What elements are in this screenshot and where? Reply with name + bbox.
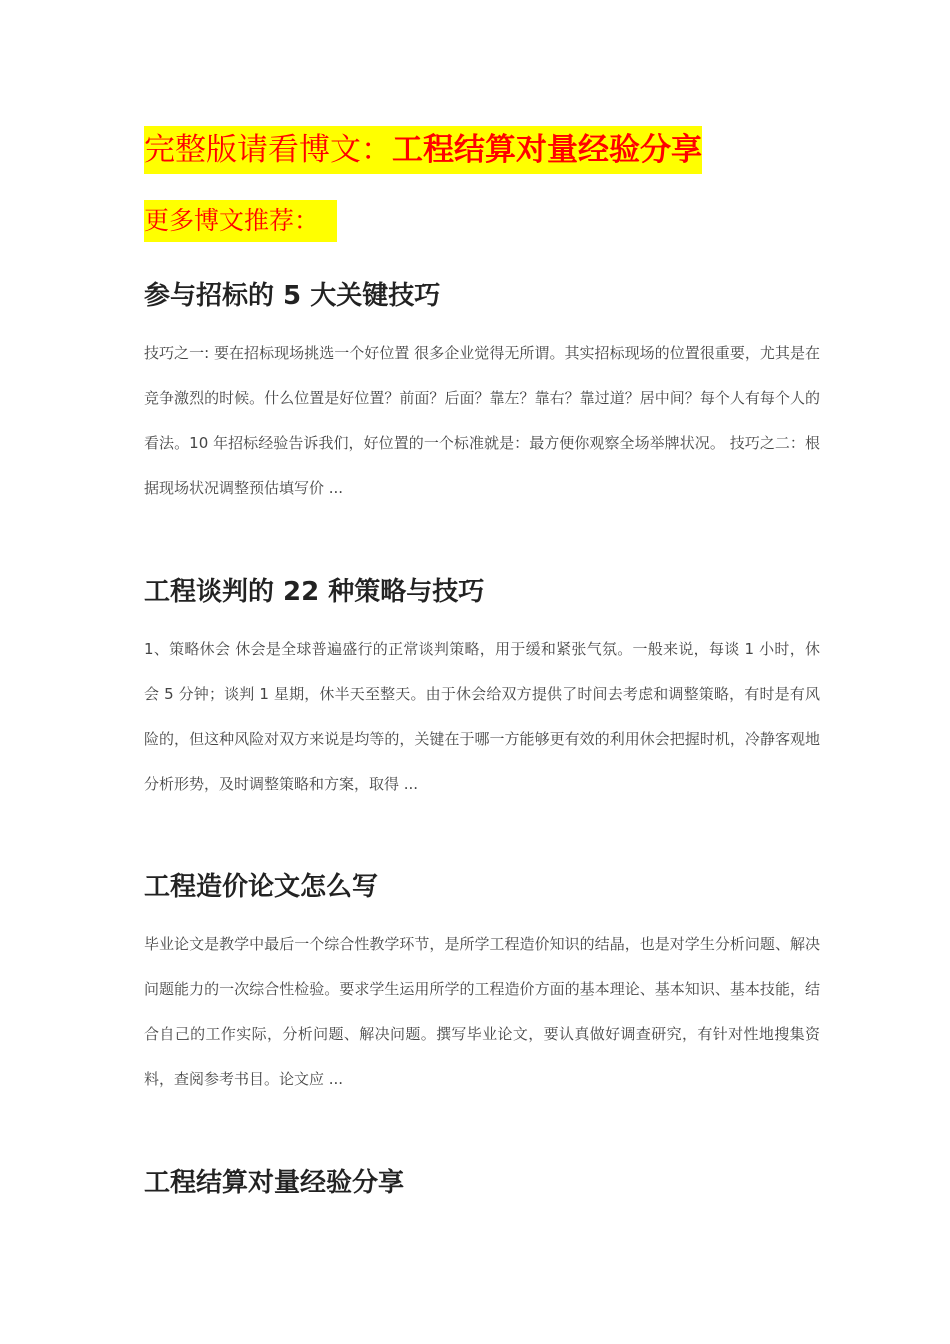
recommend-label: 更多博文推荐： — [144, 200, 337, 242]
full-article-banner[interactable] — [144, 126, 702, 174]
banner-prefix: 完整版请看博文： — [144, 132, 392, 168]
article-excerpt-negotiation-strategies: 1、策略休会 休会是全球普遍盛行的正常谈判策略，用于缓和紧张气氛。一般来说，每谈 1 小时，休会 5 分钟；谈判 1 星期，休半天至整天。由于休会给双方提供了时间去考虑和调整策略，有时是有风险的，但这种风险对双方来说是均等的，关键在于哪一方能够更有效的利用休会把握时机，冷静客观地分析形势，及时调整策略和方案，取得 ... — [144, 640, 820, 793]
article-title-settlement-experience[interactable]: 工程结算对量经验分享 — [144, 1168, 405, 1198]
article-title-cost-thesis[interactable]: 工程造价论文怎么写 — [144, 872, 379, 902]
article-title-negotiation-strategies[interactable]: 工程谈判的 22 种策略与技巧 — [144, 577, 485, 607]
article-excerpt-cost-thesis: 毕业论文是教学中最后一个综合性教学环节，是所学工程造价知识的结晶，也是对学生分析问题、解决问题能力的一次综合性检验。要求学生运用所学的工程造价方面的基本理论、基本知识、基本技能，结合自己的工作实际，分析问题、解决问题。撰写毕业论文，要认真做好调查研究，有针对性地搜集资料，查阅参考书目。论文应 ... — [144, 935, 820, 1088]
article-excerpt-bidding-tips: 技巧之一: 要在招标现场挑选一个好位置 很多企业觉得无所谓。其实招标现场的位置很重要，尤其是在竞争激烈的时候。什么位置是好位置？前面？后面？靠左？靠右？靠过道？居中间？每个人有每个人的看法。10 年招标经验告诉我们，好位置的一个标准就是：最方便你观察全场举牌状况。 技巧之二：根据现场状况调整预估填写价 ... — [144, 344, 820, 497]
banner-link-title[interactable]: 工程结算对量经验分享 — [392, 132, 702, 168]
article-title-bidding-tips[interactable]: 参与招标的 5 大关键技巧 — [144, 281, 441, 311]
